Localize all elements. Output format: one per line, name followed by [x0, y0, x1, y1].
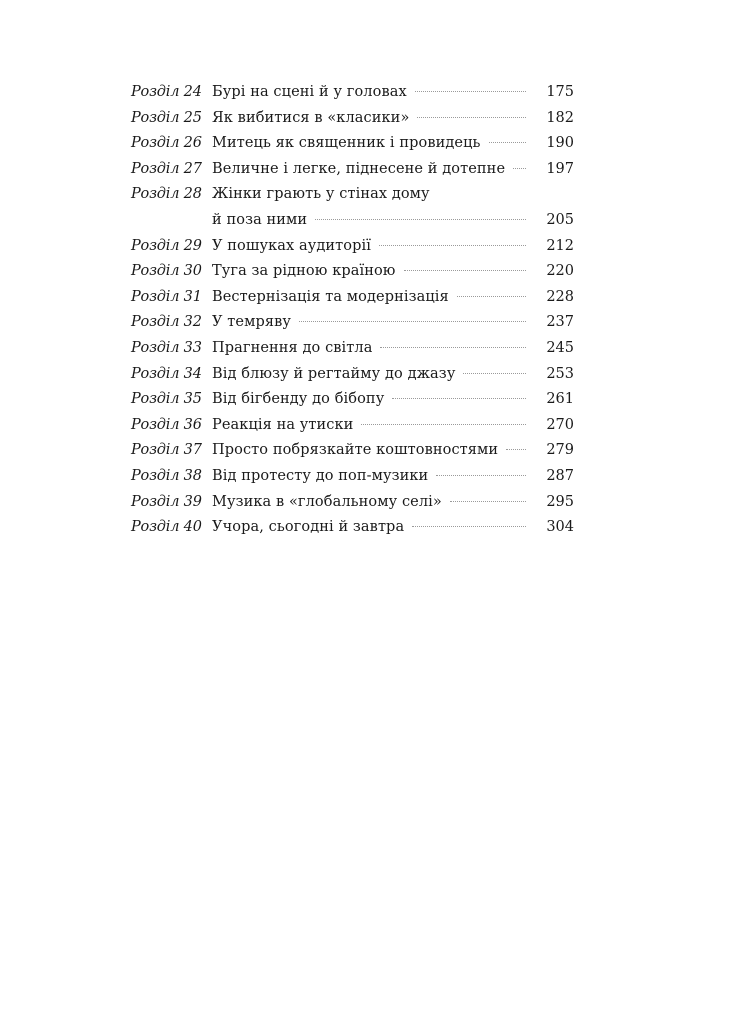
dot-leader [463, 372, 526, 374]
toc-entry[interactable] [131, 464, 574, 490]
chapter-label: Розділ 31 [131, 288, 202, 305]
toc-entry[interactable] [131, 336, 574, 362]
toc-entry[interactable] [131, 362, 574, 388]
chapter-label: Розділ 39 [131, 493, 202, 510]
chapter-label: Розділ 32 [131, 314, 202, 331]
dot-leader [450, 500, 526, 502]
chapter-title: У пошуках аудиторії [212, 237, 371, 254]
toc-entry[interactable] [131, 438, 574, 464]
chapter-title: Прагнення до світла [212, 339, 373, 356]
toc-entry[interactable] [131, 413, 574, 439]
page-number: 287 [546, 467, 574, 484]
toc-entry[interactable] [131, 106, 574, 132]
dot-leader [489, 141, 527, 143]
chapter-title: Від протесту до поп-музики [212, 467, 429, 484]
page-number: 182 [546, 109, 574, 126]
toc-entry[interactable] [131, 80, 574, 106]
page-number: 279 [546, 442, 574, 459]
page-number: 212 [546, 237, 574, 254]
chapter-label: Розділ 27 [131, 160, 202, 177]
page-number: 295 [546, 493, 574, 510]
chapter-label: Розділ 40 [131, 519, 202, 536]
page-number: 261 [546, 391, 574, 408]
page-number: 190 [546, 135, 574, 152]
toc-entry[interactable] [131, 310, 574, 336]
toc-entry[interactable] [131, 259, 574, 285]
dot-leader [380, 346, 526, 348]
chapter-label: Розділ 25 [131, 109, 202, 126]
chapter-title: Вестернізація та модернізація [212, 288, 449, 305]
chapter-label: Розділ 37 [131, 442, 202, 459]
dot-leader [315, 218, 526, 220]
chapter-label: Розділ 36 [131, 416, 202, 433]
chapter-label: Розділ 29 [131, 237, 202, 254]
page-number: 245 [546, 339, 574, 356]
page-number: 205 [546, 211, 574, 228]
toc-entry[interactable] [131, 285, 574, 311]
table-of-contents [131, 80, 574, 541]
chapter-title: У темряву [212, 314, 291, 331]
toc-entry[interactable] [131, 157, 574, 183]
page-number: 228 [546, 288, 574, 305]
chapter-label: Розділ 26 [131, 135, 202, 152]
chapter-title: Бурі на сцені й у головах [212, 84, 407, 100]
page-number: 197 [546, 160, 574, 177]
chapter-label: Розділ 28 [131, 186, 202, 203]
page-number: 253 [546, 365, 574, 382]
chapter-title: Просто побрязкайте коштовностями [212, 442, 499, 459]
page-number: 270 [546, 416, 574, 433]
toc-entry[interactable] [131, 515, 574, 541]
page-number: 220 [546, 263, 574, 280]
dot-leader [379, 244, 526, 246]
dot-leader [392, 397, 526, 399]
dot-leader [361, 423, 526, 425]
dot-leader [299, 320, 526, 322]
page-number: 237 [546, 314, 574, 331]
chapter-label: Розділ 35 [131, 391, 202, 408]
chapter-label: Розділ 33 [131, 339, 202, 356]
chapter-title: Від блюзу й регтайму до джазу [212, 365, 456, 382]
dot-leader [436, 474, 526, 476]
chapter-title: Митець як священник і провидець [212, 135, 481, 152]
dot-leader [404, 269, 526, 271]
page-number: 304 [546, 519, 574, 536]
chapter-label: Розділ 34 [131, 365, 202, 382]
dot-leader [513, 167, 526, 169]
toc-entry[interactable] [131, 234, 574, 260]
dot-leader [457, 295, 526, 297]
chapter-title: Туга за рідною країною [212, 263, 396, 280]
chapter-title-line2: й поза ними [212, 211, 308, 228]
chapter-title: Музика в «глобальному селі» [212, 493, 442, 510]
chapter-label: Розділ 24 [131, 84, 202, 100]
chapter-title: Учора, сьогодні й завтра [212, 519, 405, 536]
dot-leader [415, 90, 526, 92]
chapter-label: Розділ 30 [131, 263, 202, 280]
dot-leader [417, 116, 526, 118]
dot-leader [506, 448, 526, 450]
toc-entry[interactable] [131, 387, 574, 413]
dot-leader [412, 525, 526, 527]
chapter-label: Розділ 38 [131, 467, 202, 484]
chapter-title: Як вибитися в «класики» [212, 109, 410, 126]
toc-entry[interactable] [131, 490, 574, 516]
chapter-title: Від бігбенду до бібопу [212, 391, 385, 408]
chapter-title: Реакція на утиски [212, 416, 354, 433]
chapter-title-line1: Жінки грають у стінах дому [212, 186, 430, 203]
chapter-title: Величне і легке, піднесене й дотепне [212, 160, 506, 177]
toc-entry[interactable] [131, 131, 574, 157]
toc-entry[interactable] [131, 182, 574, 233]
page-number: 175 [546, 84, 574, 100]
